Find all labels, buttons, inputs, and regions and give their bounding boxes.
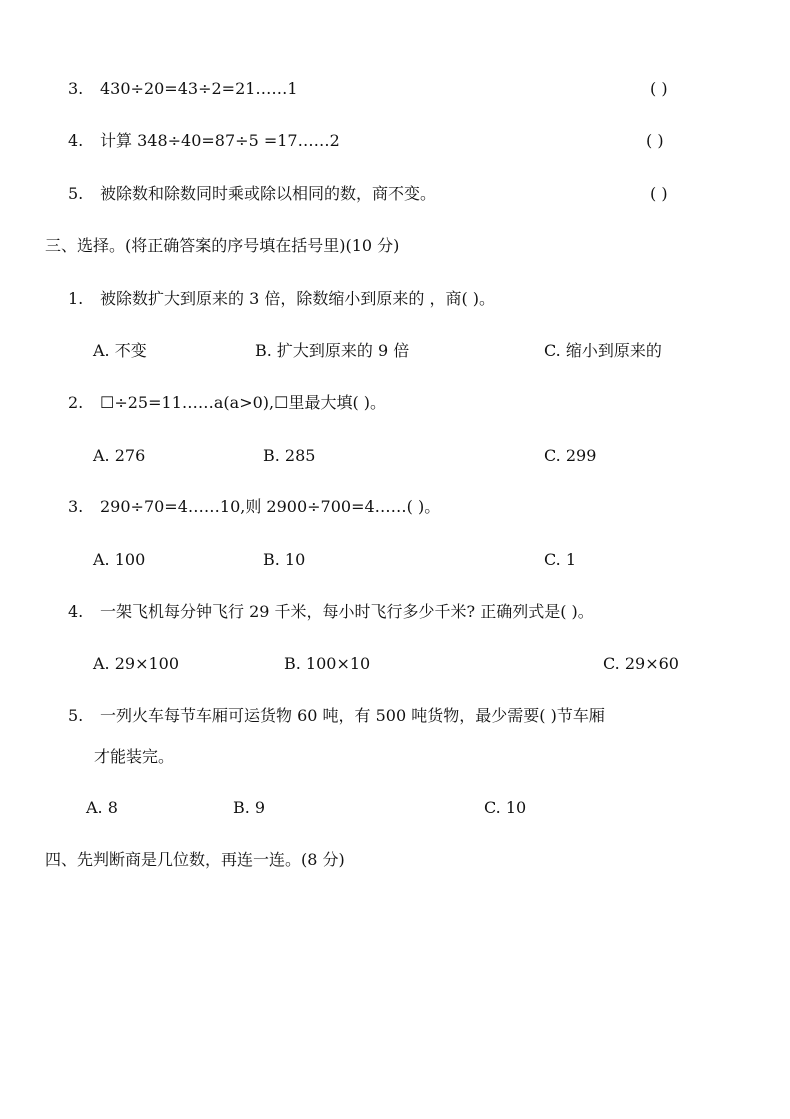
section-heading: 三、选择。(将正确答案的序号填在括号里)(10 分) — [45, 236, 400, 255]
question-text: 一架飞机每分钟飞行 29 千米，每小时飞行多少千米? 正确列式是( )。 — [100, 602, 594, 621]
answer-blank[interactable]: ( ) — [646, 131, 664, 150]
question-text: 一列火车每节车厢可运货物 60 吨，有 500 吨货物，最少需要( )节车厢 — [100, 706, 605, 725]
item-number: 5. — [68, 184, 84, 203]
question-number: 3. — [68, 497, 84, 516]
option-a[interactable]: A. 8 — [86, 798, 118, 817]
option-b[interactable]: B. 扩大到原来的 9 倍 — [255, 341, 410, 360]
option-b[interactable]: B. 100×10 — [284, 654, 371, 673]
option-a[interactable]: A. 不变 — [93, 341, 147, 360]
question-text-continued: 才能装完。 — [94, 747, 175, 766]
option-a[interactable]: A. 100 — [93, 550, 146, 569]
option-b[interactable]: B. 285 — [263, 446, 316, 465]
option-b[interactable]: B. 9 — [233, 798, 266, 817]
option-c[interactable]: C. 29×60 — [603, 654, 679, 673]
question-number: 5. — [68, 706, 84, 725]
option-c[interactable]: C. 299 — [544, 446, 597, 465]
option-c[interactable]: C. 1 — [544, 550, 577, 569]
item-text: 计算 348÷40=87÷5 =17……2 — [100, 131, 340, 150]
question-text: 被除数扩大到原来的 3 倍，除数缩小到原来的 ，商( )。 — [100, 289, 496, 308]
item-text: 430÷20=43÷2=21……1 — [100, 79, 298, 98]
option-b[interactable]: B. 10 — [263, 550, 306, 569]
question-number: 2. — [68, 393, 84, 412]
answer-blank[interactable]: ( ) — [650, 79, 668, 98]
option-a[interactable]: A. 276 — [93, 446, 146, 465]
question-number: 4. — [68, 602, 84, 621]
item-text: 被除数和除数同时乘或除以相同的数，商不变。 — [100, 184, 437, 203]
option-a[interactable]: A. 29×100 — [93, 654, 180, 673]
question-text: 290÷70=4……10,则 2900÷700=4……( )。 — [100, 497, 441, 516]
section-heading: 四、先判断商是几位数，再连一连。(8 分) — [45, 850, 345, 869]
option-c[interactable]: C. 缩小到原来的 — [544, 341, 662, 360]
question-text: ☐÷25=11……a(a>0),☐里最大填( )。 — [100, 393, 387, 412]
option-c[interactable]: C. 10 — [484, 798, 527, 817]
question-number: 1. — [68, 289, 84, 308]
item-number: 4. — [68, 131, 84, 150]
item-number: 3. — [68, 79, 84, 98]
answer-blank[interactable]: ( ) — [650, 184, 668, 203]
